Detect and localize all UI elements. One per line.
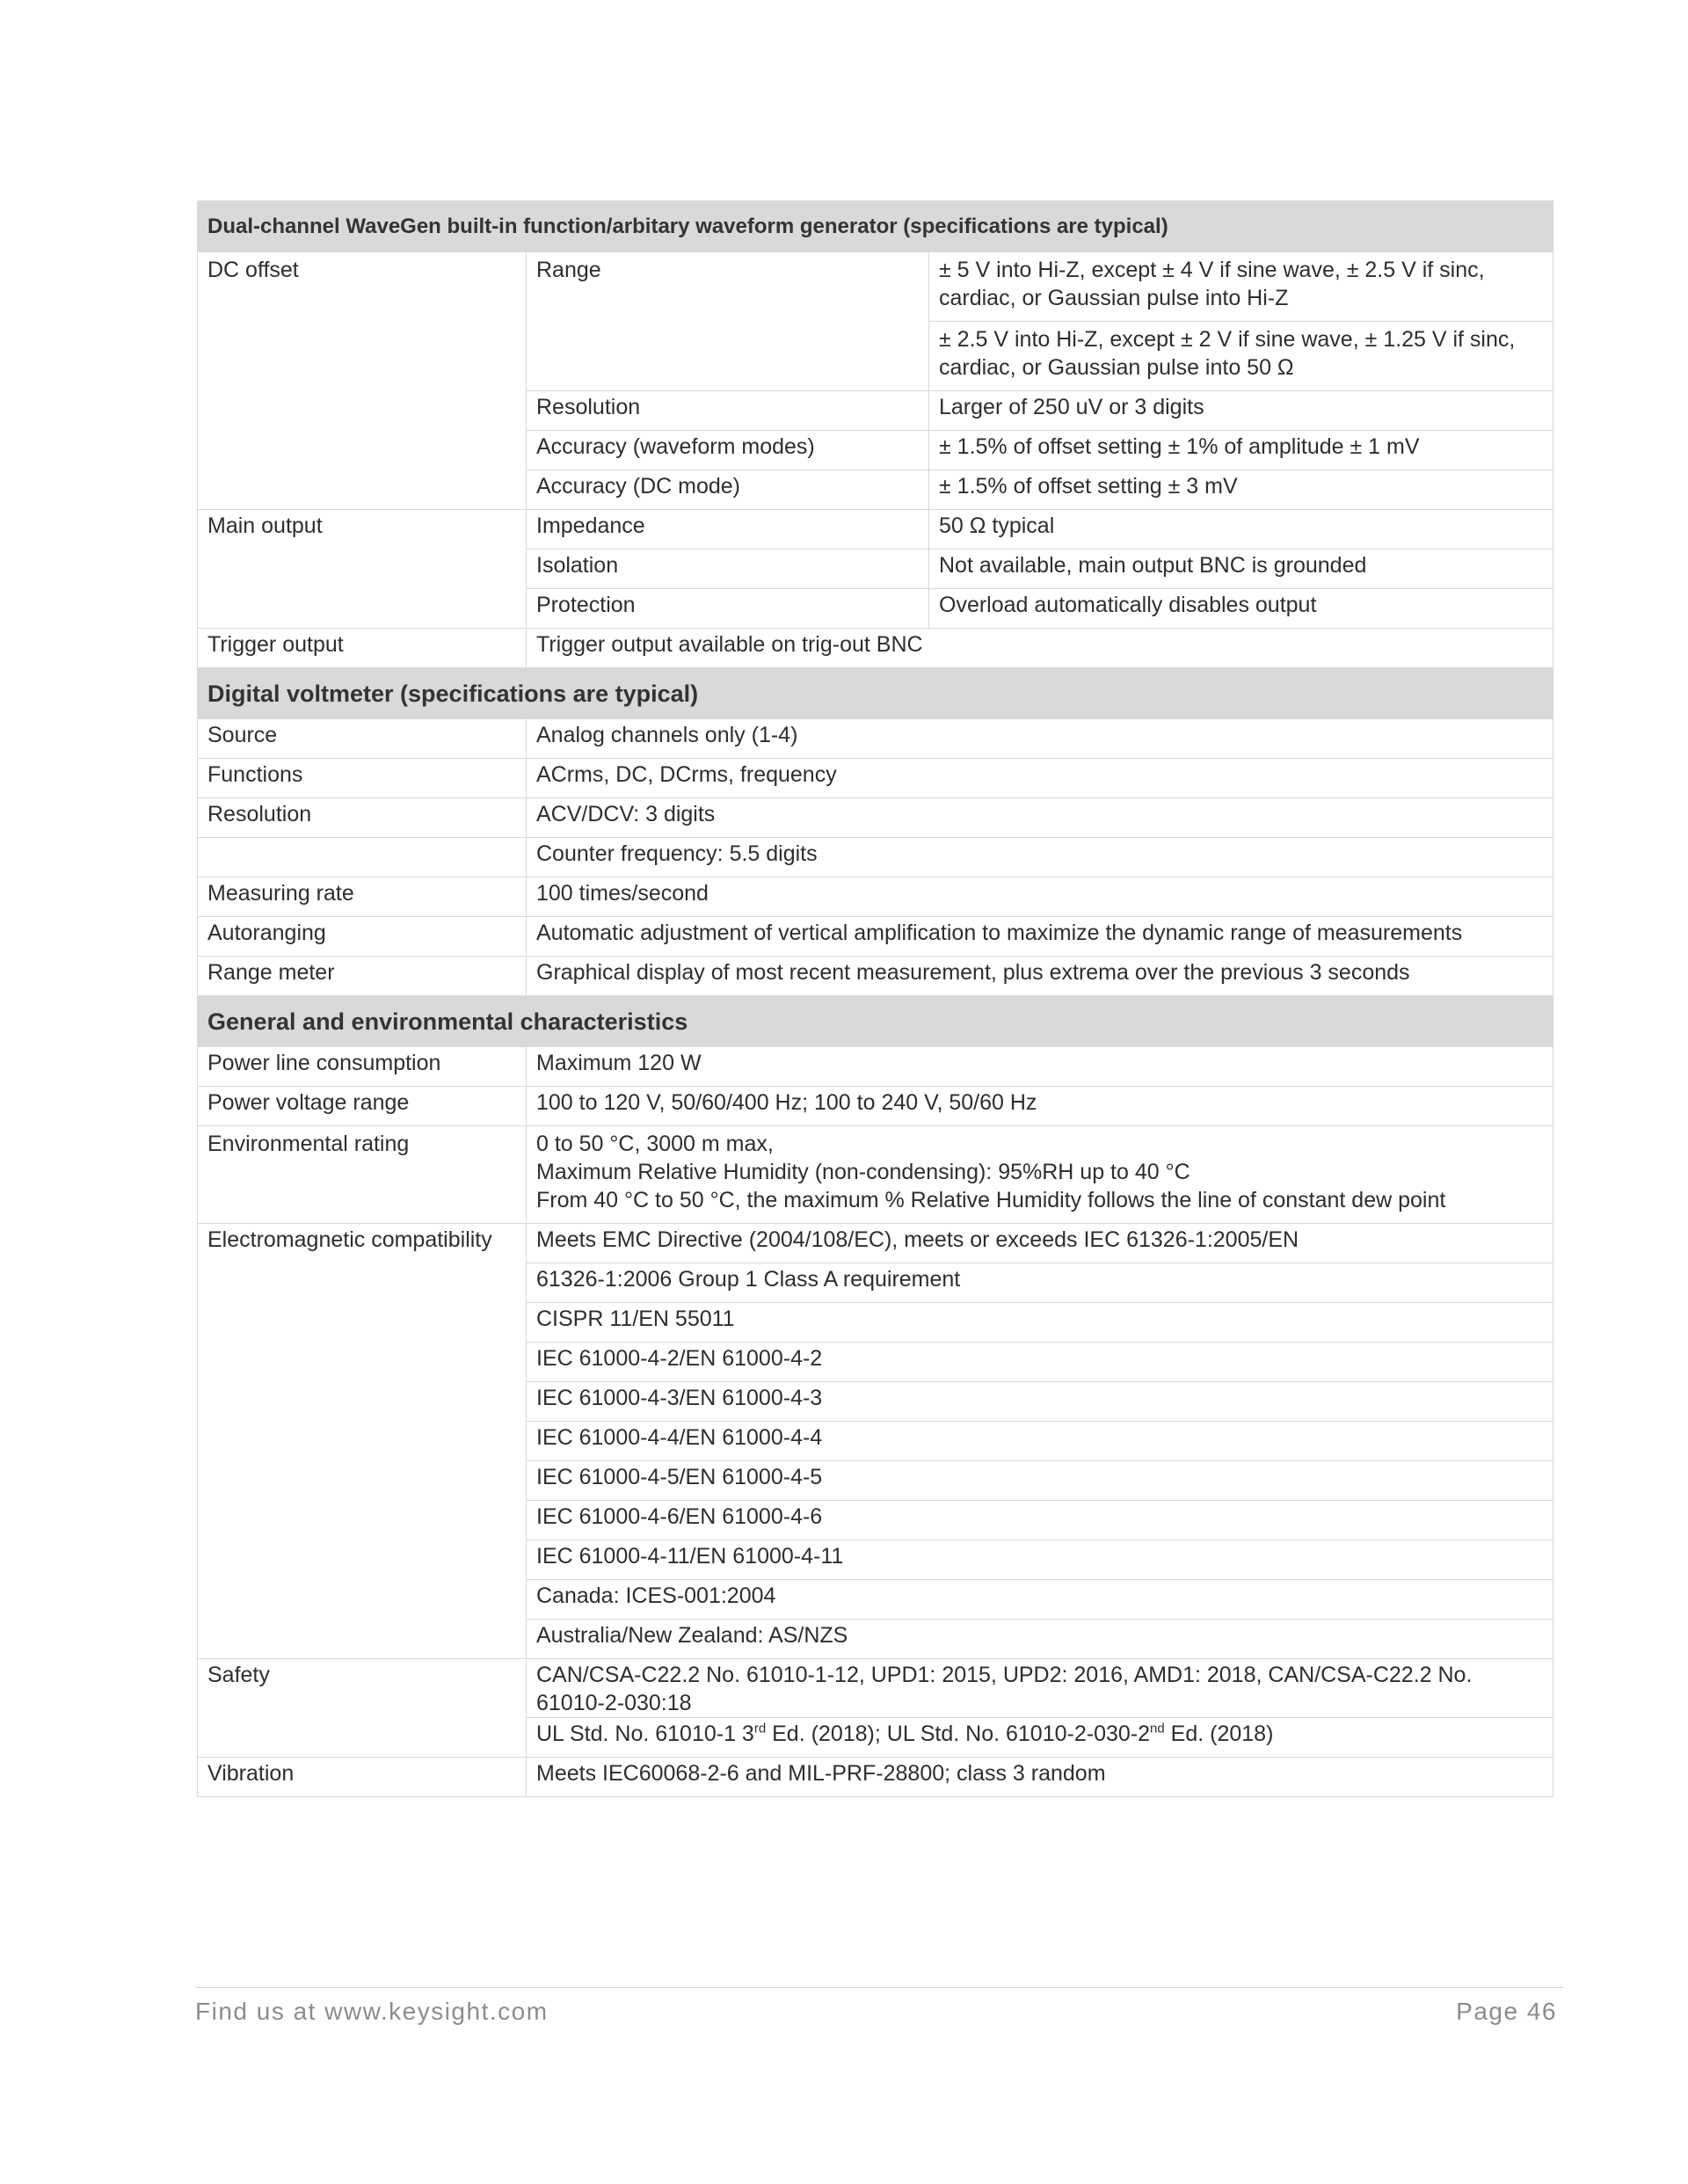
- section-header-general: [198, 996, 1553, 1047]
- table-row: [198, 1659, 1553, 1718]
- row-value: IEC 61000-4-3/EN 61000-4-3: [527, 1382, 1553, 1422]
- row-label: Autoranging: [198, 917, 527, 957]
- row-value: ACrms, DC, DCrms, frequency: [527, 759, 1553, 798]
- table-row: [198, 759, 1553, 798]
- table-row: [198, 1087, 1553, 1126]
- row-label: Range meter: [198, 957, 527, 996]
- row-value: Australia/New Zealand: AS/NZS: [527, 1620, 1553, 1659]
- table-row: [198, 917, 1553, 957]
- table-row: [198, 1047, 1553, 1087]
- section-header-voltmeter: [198, 668, 1553, 719]
- row-sublabel: Range: [527, 252, 929, 391]
- footer-website: Find us at www.keysight.com: [195, 1998, 549, 2025]
- row-value: Meets IEC60068-2-6 and MIL-PRF-28800; class 3 random: [527, 1758, 1553, 1797]
- row-value: Maximum 120 W: [527, 1047, 1553, 1087]
- env-line-1: 0 to 50 °C, 3000 m max,: [536, 1132, 774, 1156]
- row-sublabel: Resolution: [527, 391, 929, 431]
- row-label: Environmental rating: [198, 1126, 527, 1224]
- row-value: 100 times/second: [527, 877, 1553, 917]
- row-value: Trigger output available on trig-out BNC: [527, 629, 1553, 668]
- env-line-3: From 40 °C to 50 °C, the maximum % Relative Humidity follows the line of constant dew point: [536, 1188, 1446, 1212]
- safety-text: Ed. (2018): [1164, 1722, 1274, 1746]
- row-value: CISPR 11/EN 55011: [527, 1303, 1553, 1343]
- table-row: [198, 1224, 1553, 1263]
- row-value: Meets EMC Directive (2004/108/EC), meets or exceeds IEC 61326-1:2005/EN: [527, 1224, 1553, 1263]
- section-header-wavegen: [198, 201, 1553, 252]
- row-sublabel: Isolation: [527, 550, 929, 589]
- row-value: ± 1.5% of offset setting ± 3 mV: [929, 470, 1553, 510]
- table-row: [198, 719, 1553, 759]
- table-row: [198, 252, 1553, 322]
- row-value: Not available, main output BNC is grounded: [929, 550, 1553, 589]
- row-label: Functions: [198, 759, 527, 798]
- row-sublabel: Accuracy (waveform modes): [527, 431, 929, 470]
- row-value: ± 2.5 V into Hi-Z, except ± 2 V if sine wave, ± 1.25 V if sinc, cardiac, or Gaussian pulse into 50 Ω: [929, 322, 1553, 391]
- row-value: Analog channels only (1-4): [527, 719, 1553, 759]
- row-value: ± 5 V into Hi-Z, except ± 4 V if sine wave, ± 2.5 V if sinc, cardiac, or Gaussian pulse into Hi-Z: [929, 252, 1553, 322]
- section-title: Dual-channel WaveGen built-in function/arbitary waveform generator (specifications are typical): [198, 201, 1553, 252]
- footer-divider: [195, 1987, 1563, 1988]
- row-sublabel: Impedance: [527, 510, 929, 550]
- superscript: nd: [1150, 1721, 1165, 1736]
- env-line-2: Maximum Relative Humidity (non-condensing): 95%RH up to 40 °C: [536, 1160, 1190, 1184]
- row-value: 61326-1:2006 Group 1 Class A requirement: [527, 1263, 1553, 1303]
- row-label: Power line consumption: [198, 1047, 527, 1087]
- row-label: Measuring rate: [198, 877, 527, 917]
- row-value: IEC 61000-4-5/EN 61000-4-5: [527, 1461, 1553, 1501]
- row-value: IEC 61000-4-11/EN 61000-4-11: [527, 1540, 1553, 1580]
- row-value: [527, 1718, 1553, 1758]
- table-row: [198, 1758, 1553, 1797]
- row-value: Counter frequency: 5.5 digits: [527, 838, 1553, 877]
- row-value: 50 Ω typical: [929, 510, 1553, 550]
- row-label: Source: [198, 719, 527, 759]
- row-sublabel: Accuracy (DC mode): [527, 470, 929, 510]
- row-value: Automatic adjustment of vertical amplification to maximize the dynamic range of measurements: [527, 917, 1553, 957]
- row-sublabel: Protection: [527, 589, 929, 629]
- spec-table: [197, 200, 1553, 1797]
- row-value: ACV/DCV: 3 digits: [527, 798, 1553, 838]
- row-value: [527, 1126, 1553, 1224]
- row-label: Resolution: [198, 798, 527, 838]
- section-title: Digital voltmeter (specifications are typical): [198, 668, 1553, 719]
- row-value: Canada: ICES-001:2004: [527, 1580, 1553, 1620]
- row-label: Safety: [198, 1659, 527, 1758]
- row-label: Electromagnetic compatibility: [198, 1224, 527, 1659]
- row-value: IEC 61000-4-2/EN 61000-4-2: [527, 1343, 1553, 1382]
- page-number: Page 46: [1456, 1998, 1557, 2025]
- row-value: Graphical display of most recent measurement, plus extrema over the previous 3 seconds: [527, 957, 1553, 996]
- row-value: ± 1.5% of offset setting ± 1% of amplitude ± 1 mV: [929, 431, 1553, 470]
- table-row: [198, 838, 1553, 877]
- row-value: Overload automatically disables output: [929, 589, 1553, 629]
- table-row: [198, 877, 1553, 917]
- row-value: 100 to 120 V, 50/60/400 Hz; 100 to 240 V, 50/60 Hz: [527, 1087, 1553, 1126]
- safety-text: Ed. (2018); UL Std. No. 61010-2-030-2: [766, 1722, 1151, 1746]
- table-row: [198, 798, 1553, 838]
- superscript: rd: [753, 1721, 767, 1736]
- table-row: [198, 1126, 1553, 1224]
- section-title: General and environmental characteristics: [198, 996, 1553, 1047]
- row-label: Vibration: [198, 1758, 527, 1797]
- row-label: Trigger output: [198, 629, 527, 668]
- row-value: IEC 61000-4-4/EN 61000-4-4: [527, 1422, 1553, 1461]
- table-row: [198, 510, 1553, 550]
- table-row: [198, 629, 1553, 668]
- row-value: Larger of 250 uV or 3 digits: [929, 391, 1553, 431]
- row-label: DC offset: [198, 252, 527, 510]
- row-label: Power voltage range: [198, 1087, 527, 1126]
- row-value: CAN/CSA-C22.2 No. 61010-1-12, UPD1: 2015, UPD2: 2016, AMD1: 2018, CAN/CSA-C22.2 No. 61010-2-030:18: [527, 1659, 1553, 1718]
- table-row: [198, 957, 1553, 996]
- row-value: IEC 61000-4-6/EN 61000-4-6: [527, 1501, 1553, 1540]
- safety-text: UL Std. No. 61010-1 3: [536, 1722, 754, 1746]
- row-label: [198, 838, 527, 877]
- row-label: Main output: [198, 510, 527, 629]
